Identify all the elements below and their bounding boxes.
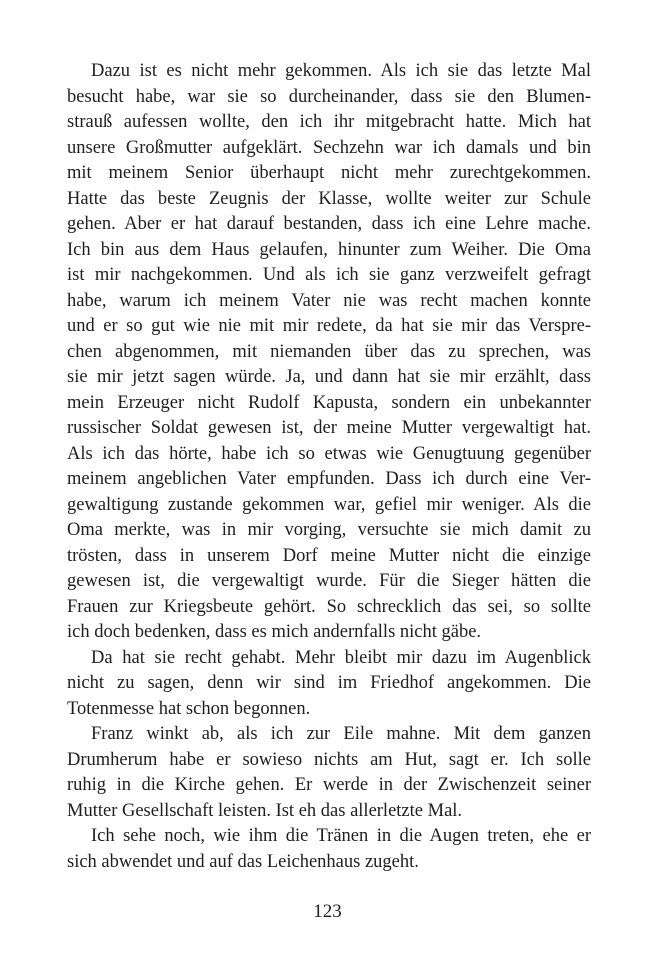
text-line: gewesen ist, die vergewaltigt wurde. Für die Sieger hätten die bbox=[67, 571, 591, 591]
text-line: Mutter Gesellschaft leisten. Ist eh das allerletzte Mal. bbox=[67, 800, 463, 821]
text-line: und er so gut wie nie mit mir redete, da hat sie mir das Verspre- bbox=[67, 316, 591, 336]
text-line: Als ich das hörte, habe ich so etwas wie Genugtuung gegenüber bbox=[67, 443, 591, 464]
text-line: russischer Soldat gewesen ist, der meine Mutter vergewaltigt hat. bbox=[67, 418, 591, 438]
paragraph bbox=[67, 646, 591, 723]
text-line: ich doch bedenken, dass es mich andernfalls nicht gäbe. bbox=[67, 622, 482, 642]
page-number: 123 bbox=[313, 901, 342, 922]
text-line: unsere Großmutter aufgeklärt. Sechzehn war ich damals und bin bbox=[67, 137, 591, 158]
text-line: sich abwendet und auf das Leichenhaus zugeht. bbox=[67, 851, 419, 872]
text-line: Ich bin aus dem Haus gelaufen, hinunter zum Weiher. Die Oma bbox=[67, 239, 591, 260]
text-line: Oma merkte, was in mir vorging, versuchte sie mich damit zu bbox=[67, 520, 591, 540]
text-line: gehen. Aber er hat darauf bestanden, dass ich eine Lehre mache. bbox=[67, 214, 591, 234]
text-line: meinem angeblichen Vater empfunden. Dass ich durch eine Ver- bbox=[67, 469, 591, 489]
text-line: strauß aufessen wollte, den ich ihr mitgebracht hatte. Mich hat bbox=[67, 112, 591, 132]
text-line: mein Erzeuger nicht Rudolf Kapusta, sondern ein unbekannter bbox=[67, 392, 591, 413]
text-line: Da hat sie recht gehabt. Mehr bleibt mir dazu im Augenblick bbox=[91, 647, 591, 668]
text-line: gewaltigung zustande gekommen war, gefiel mir weniger. Als die bbox=[67, 494, 591, 515]
body-text bbox=[67, 59, 591, 875]
text-line: mit meinem Senior überhaupt nicht mehr zurechtgekommen. bbox=[67, 163, 591, 183]
text-line: besucht habe, war sie so durcheinander, dass sie den Blumen- bbox=[67, 86, 591, 107]
text-line: Ich sehe noch, wie ihm die Tränen in die Augen treten, ehe er bbox=[91, 826, 591, 846]
text-line: Drumherum habe er sowieso nichts am Hut, sagt er. Ich solle bbox=[67, 749, 591, 770]
paragraph bbox=[67, 59, 591, 646]
text-line: chen abgenommen, mit niemanden über das zu sprechen, was bbox=[67, 341, 591, 362]
paragraph bbox=[67, 722, 591, 824]
paragraph bbox=[67, 824, 591, 875]
text-line: Franz winkt ab, als ich zur Eile mahne. Mit dem ganzen bbox=[91, 724, 591, 744]
text-line: habe, warum ich meinem Vater nie was recht machen konnte bbox=[67, 290, 591, 311]
text-line: ist mir nachgekommen. Und als ich sie ganz verzweifelt gefragt bbox=[67, 265, 591, 285]
text-line: nicht zu sagen, denn wir sind im Friedhof angekommen. Die bbox=[67, 673, 591, 693]
text-line: sie mir jetzt sagen würde. Ja, und dann hat sie mir erzählt, dass bbox=[67, 367, 591, 387]
text-line: ruhig in die Kirche gehen. Er werde in der Zwischenzeit seiner bbox=[67, 775, 591, 795]
text-line: Dazu ist es nicht mehr gekommen. Als ich sie das letzte Mal bbox=[91, 61, 591, 81]
text-line: Frauen zur Kriegsbeute gehört. So schrecklich das sei, so sollte bbox=[67, 596, 591, 617]
text-line: Hatte das beste Zeugnis der Klasse, wollte weiter zur Schule bbox=[67, 188, 591, 209]
text-line: trösten, dass in unserem Dorf meine Mutter nicht die einzige bbox=[67, 545, 591, 566]
text-line: Totenmesse hat schon begonnen. bbox=[67, 698, 311, 719]
